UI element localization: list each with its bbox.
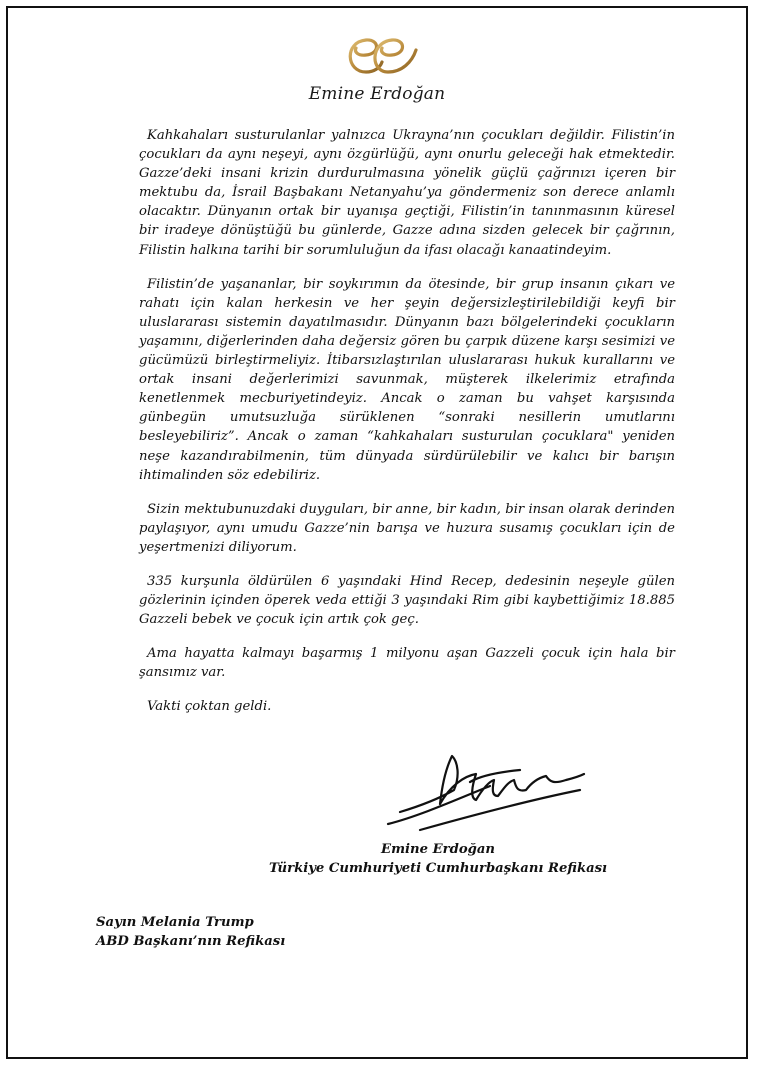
paragraph-4: 335 kurşunla öldürülen 6 yaşındaki Hind Recep, dedesinin neşeyle gülen gözlerinin içinden öperek veda ettiği 3 yaşındaki Rim gibi kaybettiğimiz 18.885 Gazzeli bebek ve çocuk için artık çok geç. bbox=[139, 573, 675, 628]
signer-name: Emine Erdoğan bbox=[381, 842, 495, 857]
letter-body bbox=[139, 126, 675, 732]
paragraph-2: Filistin’de yaşananlar, bir soykırımın da ötesinde, bir grup insanın çıkarı ve rahatı için kalan herkesin ve her şeyin değersizleştirilebildiği keyfi bir uluslararası sistemin dayatılmasıdır. Dünyanın bazı bölgelerindeki çocukların yaşamını, diğerlerinden daha değersiz gören bu çarpık düzene karşı sesimizi ve gücümüzü birleştirmeliyiz. İtibarsızlaştırılan uluslararası hukuk kurallarını ve ortak insani değerlerimizi savunmak, müşterek ilkelerimiz etrafında kenetlenmek mecburiyetindeyiz. Ancak o zaman bu vahşet karşısında günbegün umutsuzluğa sürüklenen “sonraki nesillerin umutlarını besleyebiliriz”. Ancak o zaman “kahkahaları susturulan çocuklara" yeniden neşe kazandırabilmenin, tüm dünyada sürdürülebilir ve kalıcı bir barışın ihtimalinden söz edebiliriz. bbox=[139, 276, 675, 483]
ee-monogram-logo bbox=[336, 28, 426, 88]
paragraph-3: Sizin mektubunuzdaki duyguları, bir anne, bir kadın, bir insan olarak derinden paylaşıyor, aynı umudu Gazze’nin barışa ve huzura susamış çocukları için de yeşertmenizi diliyorum. bbox=[139, 501, 675, 555]
letterhead bbox=[8, 8, 746, 118]
recipient-name: Sayın Melania Trump bbox=[96, 915, 254, 930]
recipient-title: ABD Başkanı’nın Refikası bbox=[96, 934, 286, 949]
paragraph-6: Vakti çoktan geldi. bbox=[147, 699, 272, 715]
signer-title: Türkiye Cumhuriyeti Cumhurbaşkanı Refikası bbox=[268, 861, 608, 876]
signature-block bbox=[208, 840, 668, 878]
paragraph-1: Kahkahaları susturulanlar yalnızca Ukrayna’nın çocukları değildir. Filistin’in çocukları da aynı neşeyi, aynı özgürlüğü, aynı onurlu geleceği hak etmektedir. Gazze’deki insani krizin durdurulmasına yönelik güçlü çağrınızı içeren bir mektubu da, İsrail Başbakanı Netanyahu’ya göndermeniz son derece anlamlı olacaktır. Dünyanın ortak bir uyanışa geçtiği, Filistin’in tanınmasının küresel bir iradeye dönüştüğü bu günlerde, Gazze adına sizden gelecek bir çağrının, Filistin halkına tarihi bir sorumluluğun da ifası olacağı kanaatindeyim. bbox=[139, 128, 675, 258]
recipient-block bbox=[96, 913, 496, 951]
paragraph-5: Ama hayatta kalmayı başarmış 1 milyonu aşan Gazzeli çocuk için hala bir şansımız var. bbox=[139, 646, 675, 681]
letterhead-name: Emine Erdoğan bbox=[308, 84, 446, 104]
handwritten-signature bbox=[380, 746, 590, 836]
letter-page bbox=[6, 6, 748, 1059]
